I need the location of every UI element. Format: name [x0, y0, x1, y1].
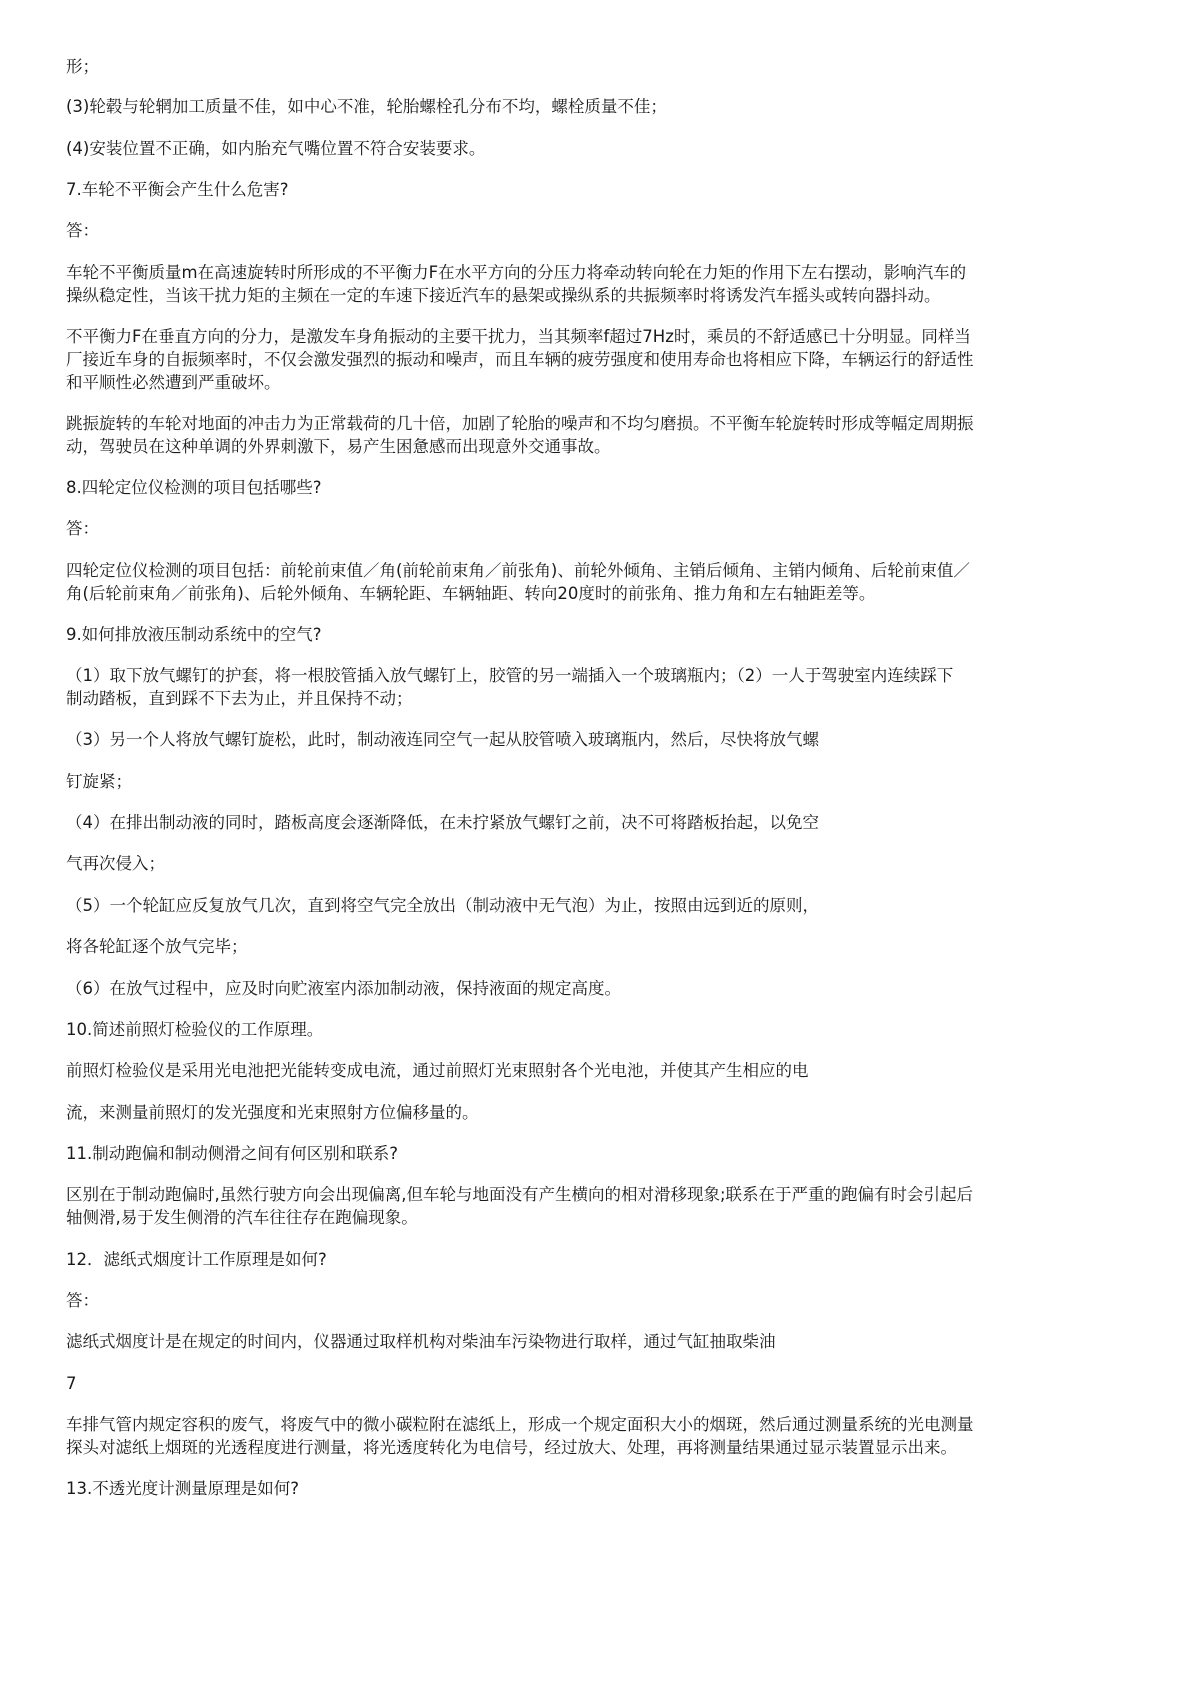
text-line: 动，驾驶员在这种单调的外界刺激下，易产生困惫感而出现意外交通事故。	[66, 437, 611, 456]
question-heading: 12．滤纸式烟度计工作原理是如何?	[66, 1250, 327, 1269]
text-line: 流，来测量前照灯的发光强度和光束照射方位偏移量的。	[66, 1103, 479, 1122]
text-line: 将各轮缸逐个放气完毕；	[66, 937, 248, 956]
text-line: 厂接近车身的自振频率时，不仅会激发强烈的振动和噪声，而且车辆的疲劳强度和使用寿命也将相应下降，车辆运行的舒适性	[66, 350, 974, 369]
text-line: 气再次侵入；	[66, 854, 165, 873]
text-line: 不平衡力F在垂直方向的分力，是激发车身角振动的主要干扰力，当其频率f超过7Hz时，乘员的不舒适感已十分明显。同样当	[66, 327, 971, 346]
text-line: 操纵稳定性，当该干扰力矩的主频在一定的车速下接近汽车的悬架或操纵系的共振频率时将诱发汽车摇头或转向器抖动。	[66, 286, 941, 305]
text-line: 钉旋紧；	[66, 772, 132, 791]
text-line: 区别在于制动跑偏时,虽然行驶方向会出现偏离,但车轮与地面没有产生横向的相对滑移现象;联系在于严重的跑偏有时会引起后	[66, 1185, 974, 1204]
text-line: （5）一个轮缸应反复放气几次，直到将空气完全放出（制动液中无气泡）为止，按照由远到近的原则，	[66, 896, 819, 915]
text-line: 制动踏板，直到踩不下去为止，并且保持不动；	[66, 689, 413, 708]
page-number: 7	[66, 1374, 77, 1393]
text-line: 轴侧滑,易于发生侧滑的汽车往往存在跑偏现象。	[66, 1208, 418, 1227]
text-line: （4）在排出制动液的同时，踏板高度会逐渐降低，在未拧紧放气螺钉之前，决不可将踏板抬起，以免空	[66, 813, 819, 832]
answer-label: 答：	[66, 221, 99, 240]
question-heading: 8.四轮定位仪检测的项目包括哪些?	[66, 478, 322, 497]
text-line: 跳振旋转的车轮对地面的冲击力为正常载荷的几十倍，加剧了轮胎的噪声和不均匀磨损。不平衡车轮旋转时形成等幅定周期振	[66, 414, 974, 433]
text-line: （3）另一个人将放气螺钉旋松，此时，制动液连同空气一起从胶管喷入玻璃瓶内，然后，尽快将放气螺	[66, 730, 819, 749]
text-line: 滤纸式烟度计是在规定的时间内，仪器通过取样机构对柴油车污染物进行取样，通过气缸抽取柴油	[66, 1332, 776, 1351]
text-line: 车轮不平衡质量m在高速旋转时所形成的不平衡力F在水平方向的分压力将牵动转向轮在力矩的作用下左右摆动，影响汽车的	[66, 263, 967, 282]
question-heading: 13.不透光度计测量原理是如何?	[66, 1479, 299, 1498]
text-line: （1）取下放气螺钉的护套，将一根胶管插入放气螺钉上，胶管的另一端插入一个玻璃瓶内；（2）一人于驾驶室内连续踩下	[66, 666, 954, 685]
question-heading: 9.如何排放液压制动系统中的空气?	[66, 625, 322, 644]
text-line: (4)安装位置不正确，如内胎充气嘴位置不符合安装要求。	[66, 139, 486, 158]
question-heading: 7.车轮不平衡会产生什么危害?	[66, 180, 289, 199]
text-line: (3)轮毂与轮辋加工质量不佳，如中心不准，轮胎螺栓孔分布不均，螺栓质量不佳；	[66, 97, 667, 116]
text-line: 角(后轮前束角／前张角)、后轮外倾角、车辆轮距、车辆轴距、转向20度时的前张角、推力角和左右轴距差等。	[66, 584, 876, 603]
answer-label: 答：	[66, 519, 99, 538]
text-line: 和平顺性必然遭到严重破坏。	[66, 373, 281, 392]
text-line: 形；	[66, 57, 99, 76]
question-heading: 11.制动跑偏和制动侧滑之间有何区别和联系?	[66, 1144, 398, 1163]
text-line: 探头对滤纸上烟斑的光透程度进行测量，将光透度转化为电信号，经过放大、处理，再将测量结果通过显示装置显示出来。	[66, 1438, 957, 1457]
text-line: 四轮定位仪检测的项目包括：前轮前束值／角(前轮前束角／前张角)、前轮外倾角、主销后倾角、主销内倾角、后轮前束值／	[66, 561, 970, 580]
answer-label: 答：	[66, 1291, 99, 1310]
text-line: （6）在放气过程中，应及时向贮液室内添加制动液，保持液面的规定高度。	[66, 979, 621, 998]
text-line: 车排气管内规定容积的废气，将废气中的微小碳粒附在滤纸上，形成一个规定面积大小的烟斑，然后通过测量系统的光电测量	[66, 1415, 974, 1434]
text-line: 前照灯检验仪是采用光电池把光能转变成电流，通过前照灯光束照射各个光电池，并使其产生相应的电	[66, 1061, 809, 1080]
question-heading: 10.简述前照灯检验仪的工作原理。	[66, 1020, 324, 1039]
